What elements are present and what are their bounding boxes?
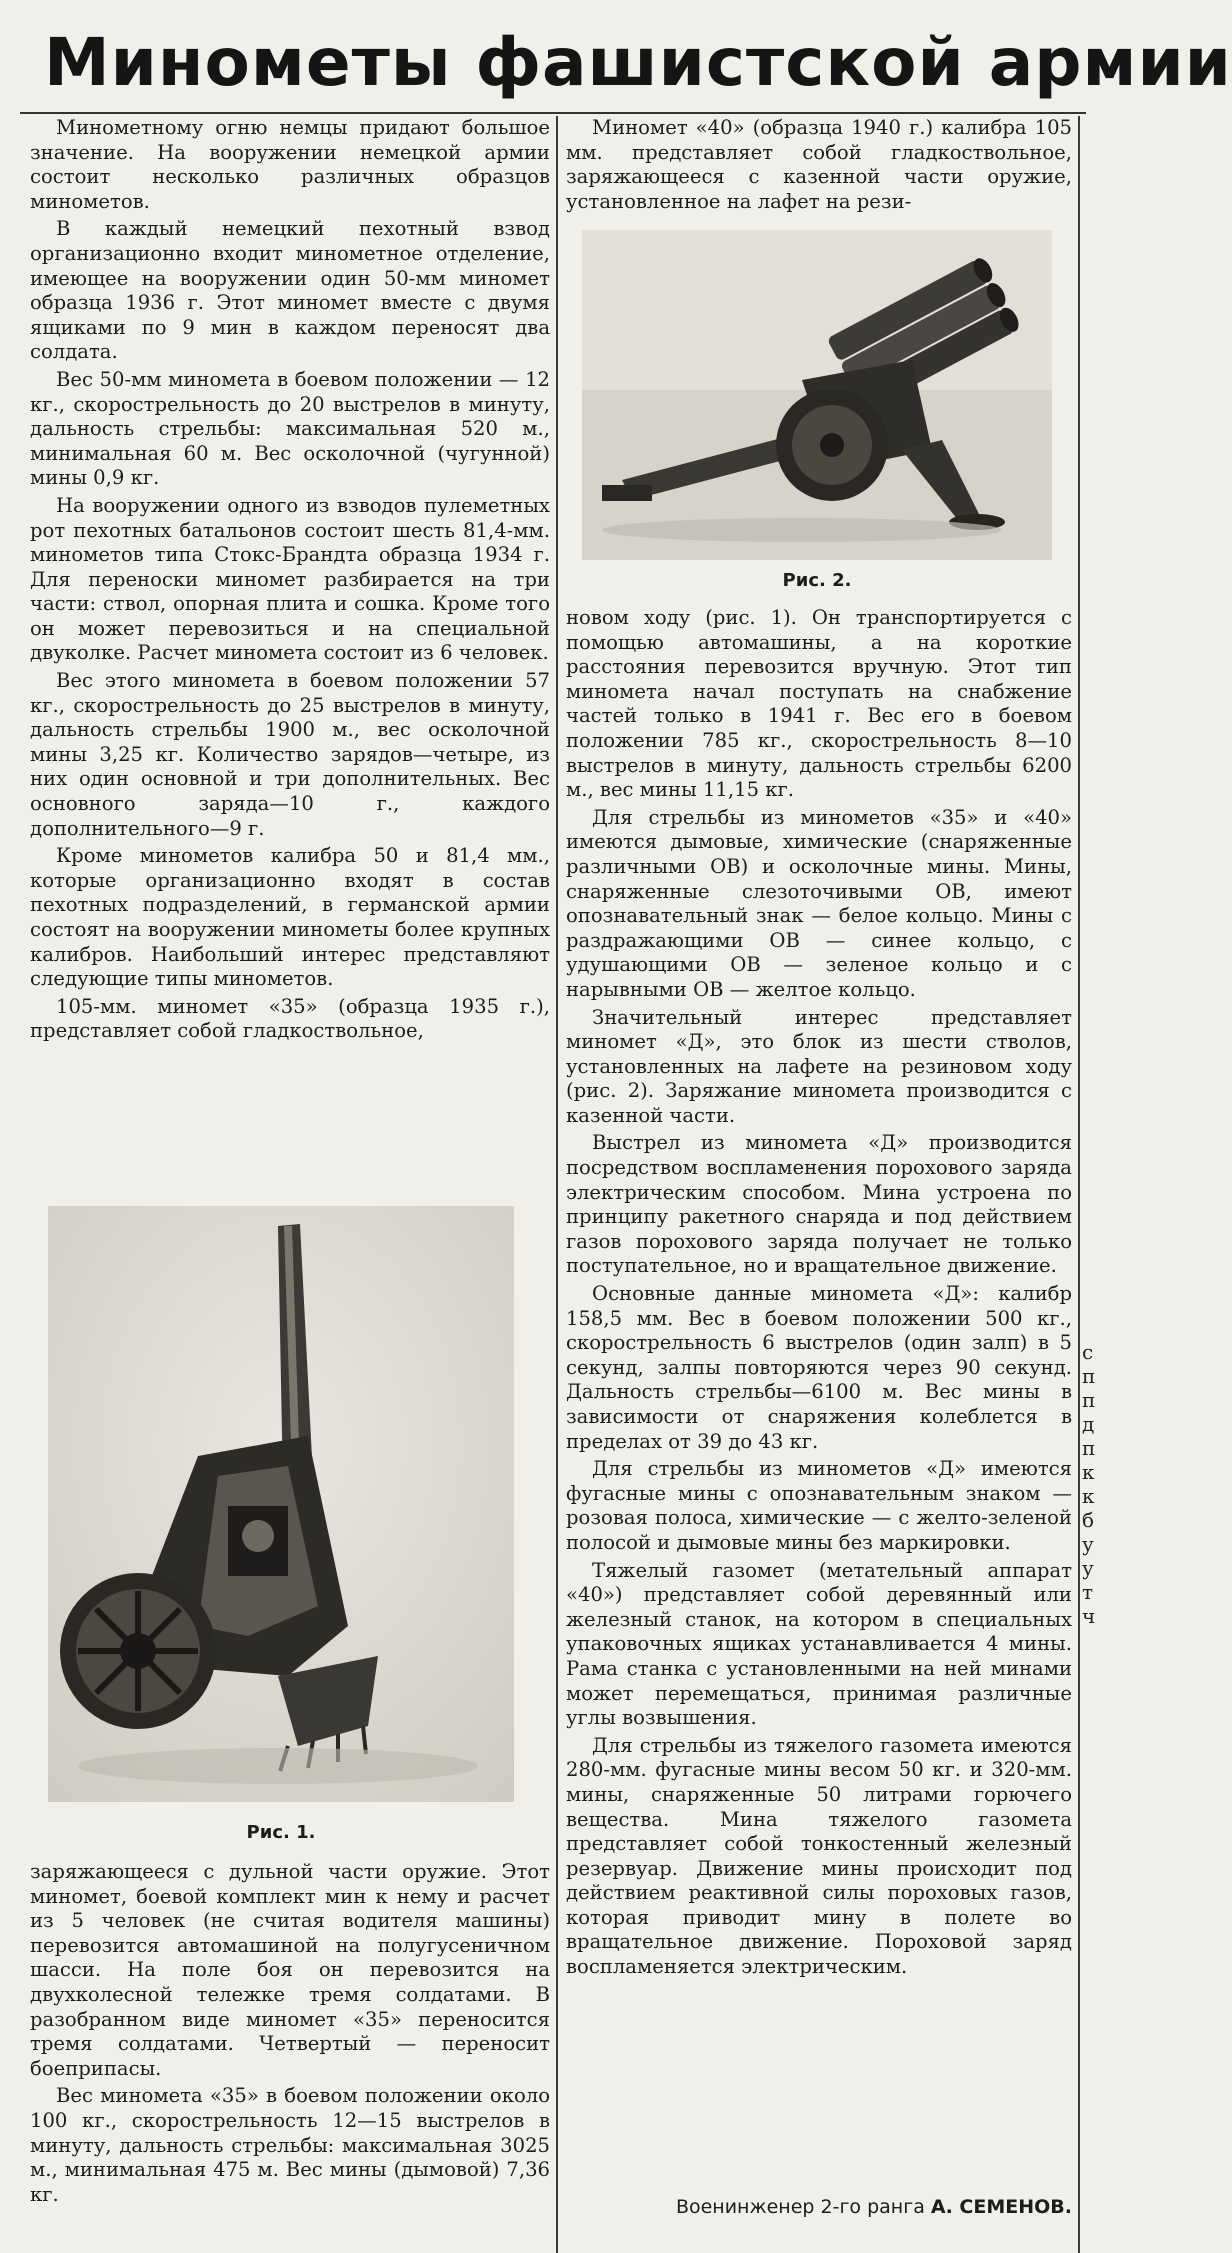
paragraph: Минометному огню немцы придают большое значение. На вооружении немецкой армии состоит несколько различных образцов минометов.	[30, 116, 550, 213]
left-column-bottom	[30, 1860, 550, 2250]
paragraph: Выстрел из миномета «Д» производится посредством воспламенения порохового заряда электрическим способом. Мина устроена по принципу ракетного снаряда и под действием газов порохового заряда получает не только поступательное, но и вращательное движение.	[566, 1131, 1072, 1278]
left-column-top	[30, 116, 550, 1196]
author-signature	[566, 2196, 1072, 2218]
headline: Минометы фашистской армии	[44, 24, 1232, 101]
paragraph: Вес 50-мм миномета в боевом положении — 12 кг., скорострельность до 20 выстрелов в минуту, дальность стрельбы: максимальная 520 м., минимальная 60 м. Вес осколочной (чугунной) мины 0,9 кг.	[30, 367, 550, 490]
paragraph: Вес этого миномета в боевом положении 57 кг., скорострельность до 25 выстрелов в минуту, дальность стрельбы 1900 м., вес осколочной мины 3,25 кг. Количество зарядов—четыре, из них один основной и три дополнительных. Вес основного заряда—10 г., каждого дополнительного—9 г.	[30, 669, 550, 840]
author-rank: Военинженер 2-го ранга	[675, 2196, 925, 2218]
paragraph: На вооружении одного из взводов пулеметных рот пехотных батальонов состоит шесть 81,4-мм. минометов типа Стокс-Брандта образца 1934 г. Для переноски миномет разбирается на три части: ствол, опорная плита и сошка. Кроме того он может перевозиться и на специальной двуколке. Расчет миномета состоит из 6 человек.	[30, 493, 550, 665]
paragraph: Кроме минометов калибра 50 и 81,4 мм., которые организационно входят в состав пехотных подразделений, в германской армии состоят на вооружении минометы более крупных калибров. Наибольший интерес представляют следующие типы минометов.	[30, 844, 550, 991]
paragraph: Миномет «40» (образца 1940 г.) калибра 105 мм. представляет собой гладкоствольное, заряжающееся с казенной части оружие, установленное на лафет на рези-	[566, 116, 1072, 213]
adjacent-column-fragment: с п п д п к к б у у т ч	[1082, 1340, 1096, 1628]
paragraph: Тяжелый газомет (метательный аппарат «40») представляет собой деревянный или железный станок, на котором в специальных упаковочных ящиках устанавливается 4 мины. Рама станка с установленными на ней минами может перемещаться, принимая различные углы возвышения.	[566, 1558, 1072, 1730]
paragraph: Основные данные миномета «Д»: калибр 158,5 мм. Вес в боевом положении 500 кг., скорострельность 6 выстрелов (один залп) в 5 секунд, залпы повторяются через 90 секунд. Дальность стрельбы—6100 м. Вес мины в зависимости от снаряжения колеблется в пределах от 39 до 43 кг.	[566, 1282, 1072, 1453]
column-divider	[556, 116, 558, 2253]
headline-rule	[20, 112, 1086, 114]
paragraph: Для стрельбы из тяжелого газомета имеются 280-мм. фугасные мины весом 50 кг. и 320-мм. мины, снаряженные 50 литрами горючего вещества. Мина тяжелого газомета представляет собой тонкостенный железный резервуар. Движение мины происходит под действием реактивной силы пороховых газов, которая приводит мину в полете во вращательное движение. Пороховой заряд воспламеняется электрическим.	[566, 1733, 1072, 1979]
figure-2-caption: Рис. 2.	[782, 570, 852, 591]
right-column-bottom	[566, 606, 1072, 2184]
figure-1-mortar-photo	[48, 1206, 514, 1802]
paragraph: 105-мм. миномет «35» (образца 1935 г.), представляет собой гладкоствольное,	[30, 994, 550, 1043]
column-divider-right	[1078, 116, 1080, 2253]
author-name: А. СЕМЕНОВ.	[930, 2196, 1072, 2218]
paragraph: В каждый немецкий пехотный взвод организационно входит минометное отделение, имеющее на вооружении один 50-мм миномет образца 1936 г. Этот миномет вместе с двумя ящиками по 9 мин в каждом переносят два солдата.	[30, 217, 550, 364]
paragraph: заряжающееся с дульной части оружие. Этот миномет, боевой комплект мин к нему и расчет из 5 человек (не считая водителя машины) перевозится автомашиной на полугусеничном шасси. На поле боя он перевозится на двухколесной тележке тремя солдатами. В разобранном виде миномет «35» переносится тремя солдатами. Четвертый — переносит боеприпасы.	[30, 1860, 550, 2080]
mortar-35-illustration	[48, 1206, 514, 1802]
paragraph: Значительный интерес представляет миномет «Д», это блок из шести стволов, установленных на лафете на резиновом ходу (рис. 2). Заряжание миномета производится с казенной части.	[566, 1005, 1072, 1127]
paragraph: Для стрельбы из минометов «35» и «40» имеются дымовые, химические (снаряженные различными ОВ) и осколочные мины. Мины, снаряженные слезоточивыми ОВ, имеют опознавательный знак — белое кольцо. Мины с раздражающими ОВ — синее кольцо, с удушающими ОВ — зеленое кольцо и с нарывными ОВ — желтое кольцо.	[566, 805, 1072, 1001]
mortar-d-illustration	[582, 230, 1052, 560]
right-column-top	[566, 116, 1072, 216]
paragraph: Вес миномета «35» в боевом положении около 100 кг., скорострельность 12—15 выстрелов в минуту, дальность стрельбы: максимальная 3025 м., минимальная 475 м. Вес мины (дымовой) 7,36 кг.	[30, 2084, 550, 2206]
figure-2-launcher-photo	[582, 230, 1052, 560]
paragraph: Для стрельбы из минометов «Д» имеются фугасные мины с опознавательным знаком — розовая полоса, химические — с желто-зеленой полосой и дымовые мины без маркировки.	[566, 1457, 1072, 1554]
figure-1-caption: Рис. 1.	[246, 1822, 316, 1843]
paragraph: новом ходу (рис. 1). Он транспортируется с помощью автомашины, а на короткие расстояния перевозится вручную. Этот тип миномета начал поступать на снабжение частей только в 1941 г. Вес его в боевом положении 785 кг., скорострельность 8—10 выстрелов в минуту, дальность стрельбы 6200 м., вес мины 11,15 кг.	[566, 606, 1072, 802]
